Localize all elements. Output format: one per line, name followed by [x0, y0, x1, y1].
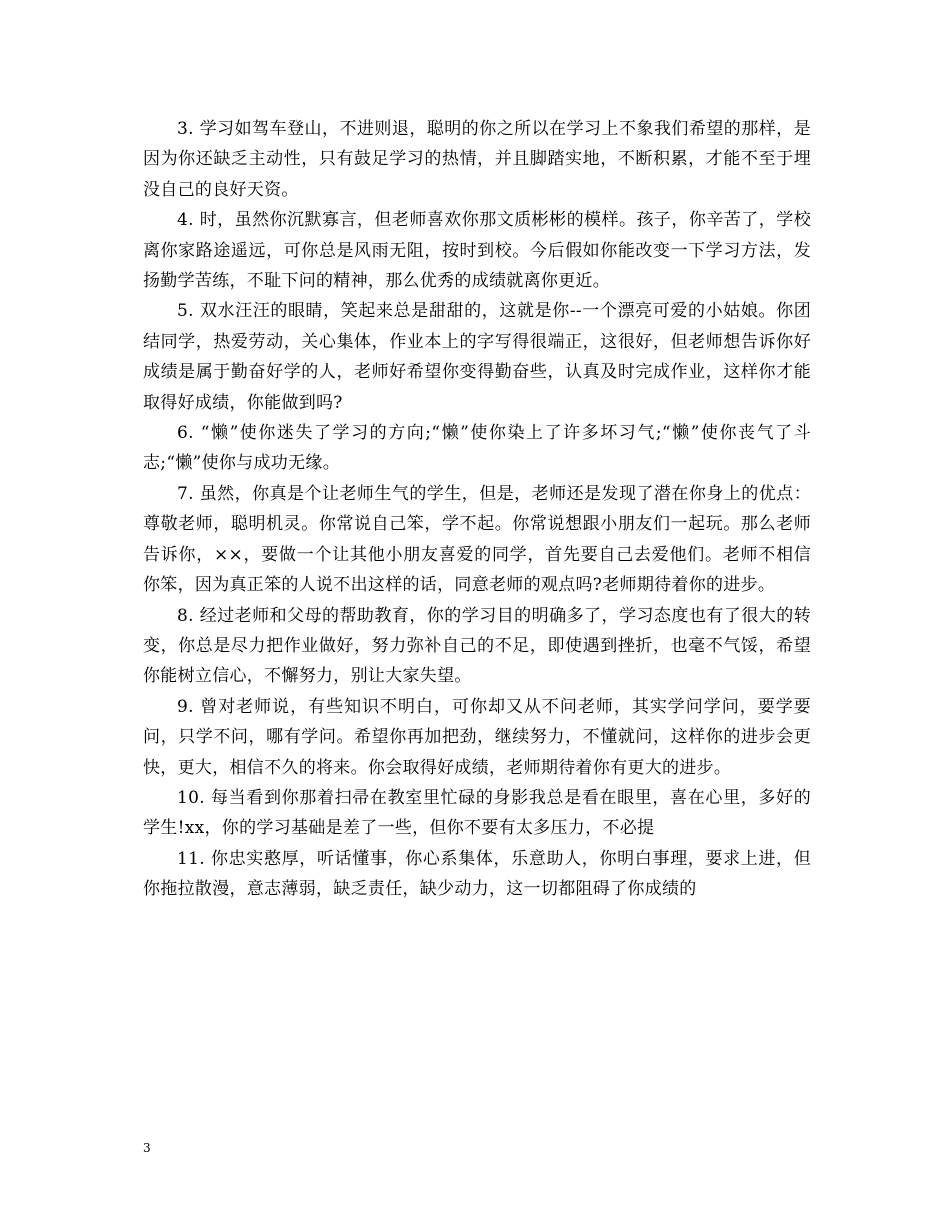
paragraph-7: 7. 虽然，你真是个让老师生气的学生，但是，老师还是发现了潜在你身上的优点：尊敬老师，聪明机灵。你常说自己笨，学不起。你常说想跟小朋友们一起玩。那么老师告诉你，××，要做一个让其他小朋友喜爱的同学，首先要自己去爱他们。老师不相信你笨，因为真正笨的人说不出这样的话，同意老师的观点吗?老师期待着你的进步。	[143, 483, 811, 596]
paragraph-10: 10. 每当看到你那着扫帚在教室里忙碌的身影我总是看在眼里，喜在心里，多好的学生!xx，你的学习基础是差了一些，但你不要有太多压力，不必提	[143, 787, 811, 839]
paragraph-4: 4. 时，虽然你沉默寡言，但老师喜欢你那文质彬彬的模样。孩子，你辛苦了，学校离你家路途遥远，可你总是风雨无阻，按时到校。今后假如你能改变一下学习方法，发扬勤学苦练，不耻下问的精神，那么优秀的成绩就离你更近。	[143, 210, 811, 292]
paragraph-8: 8. 经过老师和父母的帮助教育，你的学习目的明确多了，学习态度也有了很大的转变，你总是尽力把作业做好，努力弥补自己的不足，即使遇到挫折，也毫不气馁，希望你能树立信心，不懈努力，别让大家失望。	[143, 605, 811, 687]
page-number: 3	[143, 1141, 151, 1155]
paragraph-9: 9. 曾对老师说，有些知识不明白，可你却又从不问老师，其实学问学问，要学要问，只学不问，哪有学问。希望你再加把劲，继续努力，不懂就问，这样你的进步会更快，更大，相信不久的将来。你会取得好成绩，老师期待着你有更大的进步。	[143, 696, 811, 778]
paragraph-11: 11. 你忠实憨厚，听话懂事，你心系集体，乐意助人，你明白事理，要求上进，但你拖拉散漫，意志薄弱，缺乏责任，缺少动力，这一切都阻碍了你成绩的	[143, 848, 811, 900]
document-body	[143, 114, 811, 905]
paragraph-5: 5. 双水汪汪的眼睛，笑起来总是甜甜的，这就是你--一个漂亮可爱的小姑娘。你团结同学，热爱劳动，关心集体，作业本上的字写得很端正，这很好，但老师想告诉你好成绩是属于勤奋好学的人，老师好希望你变得勤奋些，认真及时完成作业，这样你才能取得好成绩，你能做到吗?	[143, 301, 811, 413]
paragraph-6: 6. “懒”使你迷失了学习的方向;“懒”使你染上了许多坏习气;“懒”使你丧气了斗志;“懒”使你与成功无缘。	[143, 423, 811, 474]
paragraph-3: 3. 学习如驾车登山，不进则退，聪明的你之所以在学习上不象我们希望的那样，是因为你还缺乏主动性，只有鼓足学习的热情，并且脚踏实地，不断积累，才能不至于埋没自己的良好天资。	[143, 119, 811, 200]
